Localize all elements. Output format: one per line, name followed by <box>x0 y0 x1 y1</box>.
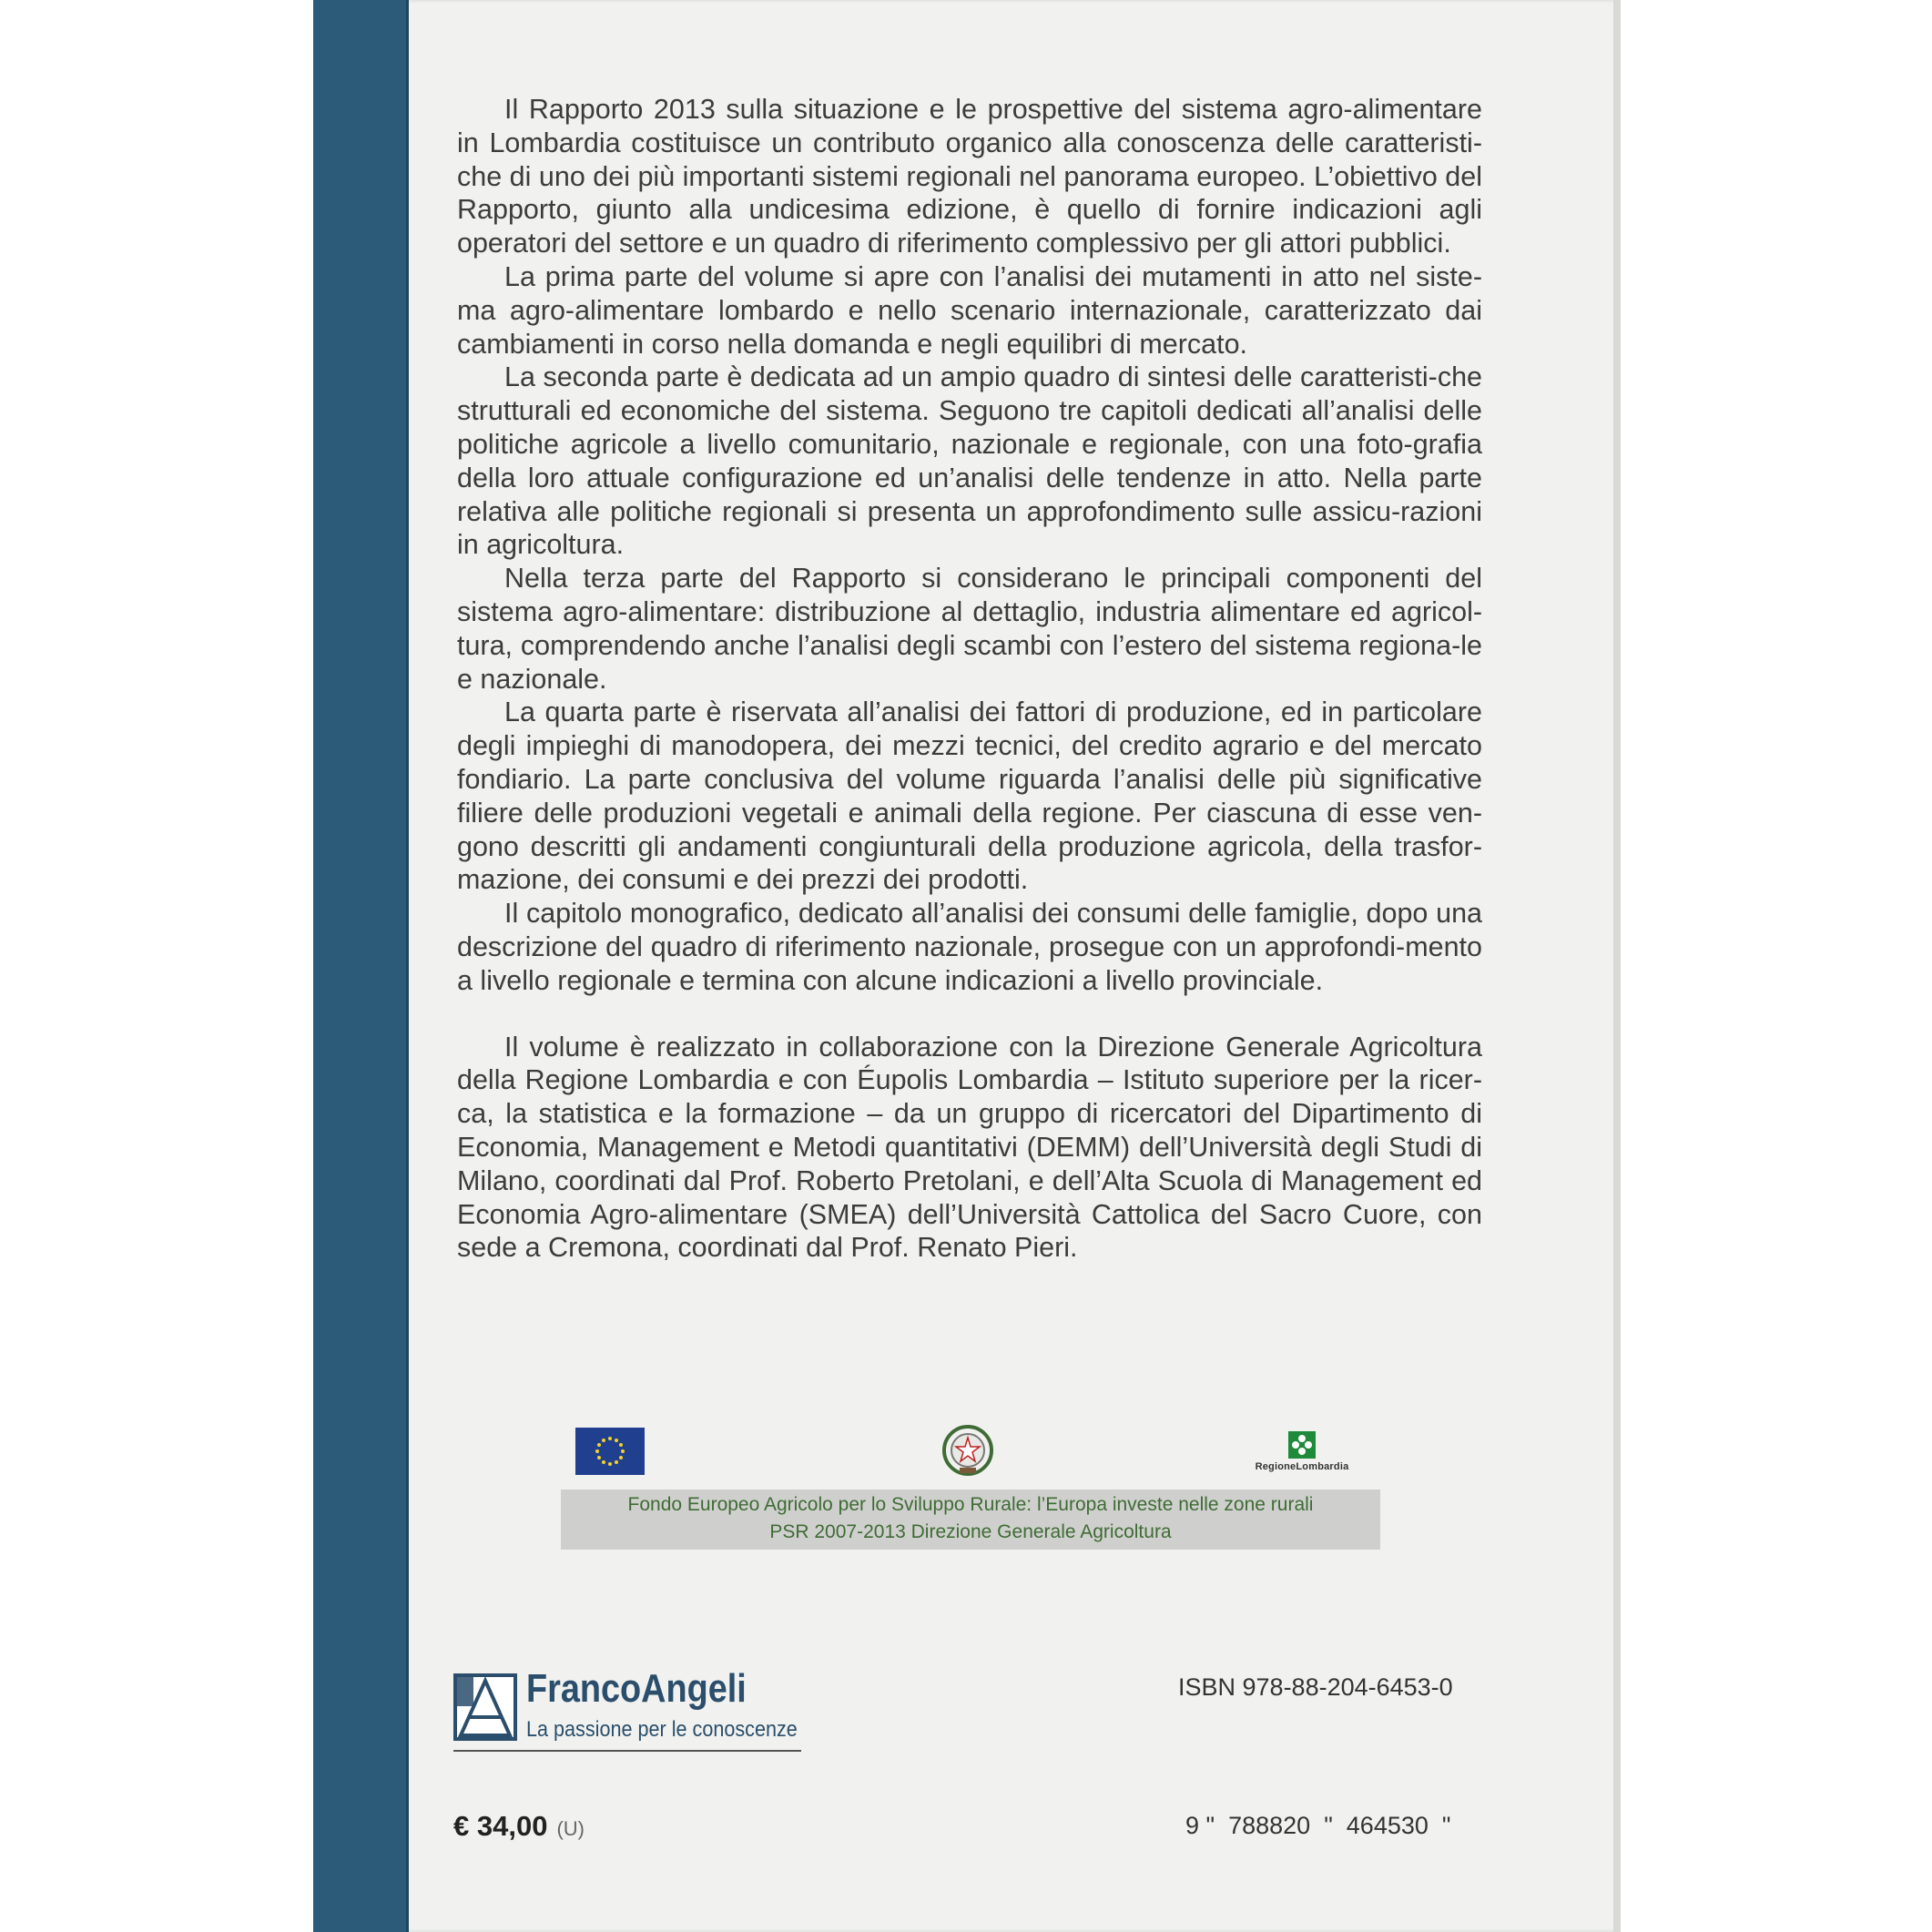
blurb-paragraph: Il capitolo monografico, dedicato all’analisi dei consumi delle famiglie, dopo una descrizione del quadro di riferimento nazionale, prosegue con un approfondi-mento a livello regionale e termina con alcune indicazioni a livello provinciale. <box>457 898 1482 996</box>
lombardia-logo-text: RegioneLombardia <box>1255 1461 1349 1472</box>
funding-banner <box>561 1490 1380 1550</box>
spine-edge <box>406 0 409 1932</box>
lombardia-rose-icon <box>1288 1431 1316 1459</box>
collaboration-paragraph: Il volume è realizzato in collaborazione con la Direzione Generale Agricoltura della Regione Lombardia e con Éupolis Lombardia – Istituto superiore per la ricer-ca, la statistica e la formazione – da un gruppo di ricercatori del Dipartimento di Economia, Management e Metodi quantitativi (DEMM) dell’Università degli Studi di Milano, coordinati dal Prof. Roberto Pretolani, e dell’Alta Scuola di Management ed Economia Agro-alimentare (SMEA) dell’Università Cattolica del Sacro Cuore, con sede a Cremona, coordinati dal Prof. Renato Pieri. <box>457 1031 1482 1264</box>
cover-right-edge <box>1613 0 1621 1932</box>
barcode-digits: 9 " 788820 " 464530 " <box>1185 1812 1451 1839</box>
blurb-paragraph: Nella terza parte del Rapporto si considerano le principali componenti del sistema agro-alimentare: distribuzione al dettaglio, industria alimentare ed agricol-tura, comprendendo anche l’analisi degli scambi con l’estero del sistema regiona-le e nazionale. <box>457 563 1482 695</box>
blurb-paragraph: La prima parte del volume si apre con l’analisi dei mutamenti in atto nel siste-ma agro-alimentare lombardo e nello scenario internazionale, caratterizzato dai cambiamenti in corso nella domanda e negli equilibri di mercato. <box>457 260 1482 360</box>
price-amount: € 34,00 <box>453 1810 548 1842</box>
funding-line-1: Fondo Europeo Agricolo per lo Sviluppo Rurale: l’Europa investe nelle zone rurali <box>627 1494 1314 1515</box>
publisher-name: FrancoAngeli <box>526 1666 747 1711</box>
regione-lombardia-logo <box>1238 1431 1366 1472</box>
blurb-text <box>457 93 1482 1265</box>
blurb-paragraph: Il Rapporto 2013 sulla situazione e le prospettive del sistema agro-alimentare in Lombardia costituisce un contributo organico alla conoscenza delle caratteristi-che di uno dei più importanti sistemi regionali nel panorama europeo. L’obiettivo del Rapporto, giunto alla undicesima edizione, è quello di fornire indicazioni agli operatori del settore e un quadro di riferimento complessivo per gli attori pubblici. <box>457 94 1482 259</box>
funding-line-2: PSR 2007-2013 Direzione Generale Agricoltura <box>769 1521 1172 1542</box>
publisher-underline <box>453 1750 801 1752</box>
eu-flag-icon <box>575 1428 645 1475</box>
italian-republic-emblem-icon <box>941 1424 994 1477</box>
blurb-paragraph: La seconda parte è dedicata ad un ampio quadro di sintesi delle caratteristi-che strutturali ed economiche del sistema. Seguono tre capitoli dedicati all’analisi delle politiche agricole a livello comunitario, nazionale e regionale, con una foto-grafia della loro attuale configurazione ed un’analisi delle tendenze in atto. Nella parte relativa alle politiche regionali si presenta un approfondimento sulle assicu-razioni in agricoltura. <box>457 361 1482 561</box>
isbn-number: ISBN 978-88-204-6453-0 <box>1178 1673 1453 1701</box>
book-spine <box>313 0 408 1932</box>
blurb-paragraph: La quarta parte è riservata all’analisi dei fattori di produzione, ed in particolare degli impieghi di manodopera, dei mezzi tecnici, del credito agrario e del mercato fondiario. La parte conclusiva del volume riguarda l’analisi delle più significative filiere delle produzioni vegetali e animali della regione. Per ciascuna di esse ven-gono descritti gli andamenti congiunturali della produzione agricola, della trasfor-mazione, dei consumi e dei prezzi dei prodotti. <box>457 697 1482 896</box>
price-label <box>453 1810 585 1843</box>
francoangeli-mark-icon <box>453 1673 517 1741</box>
price-code: (U) <box>556 1817 585 1840</box>
publisher-tagline: La passione per le conoscenze <box>526 1717 798 1742</box>
